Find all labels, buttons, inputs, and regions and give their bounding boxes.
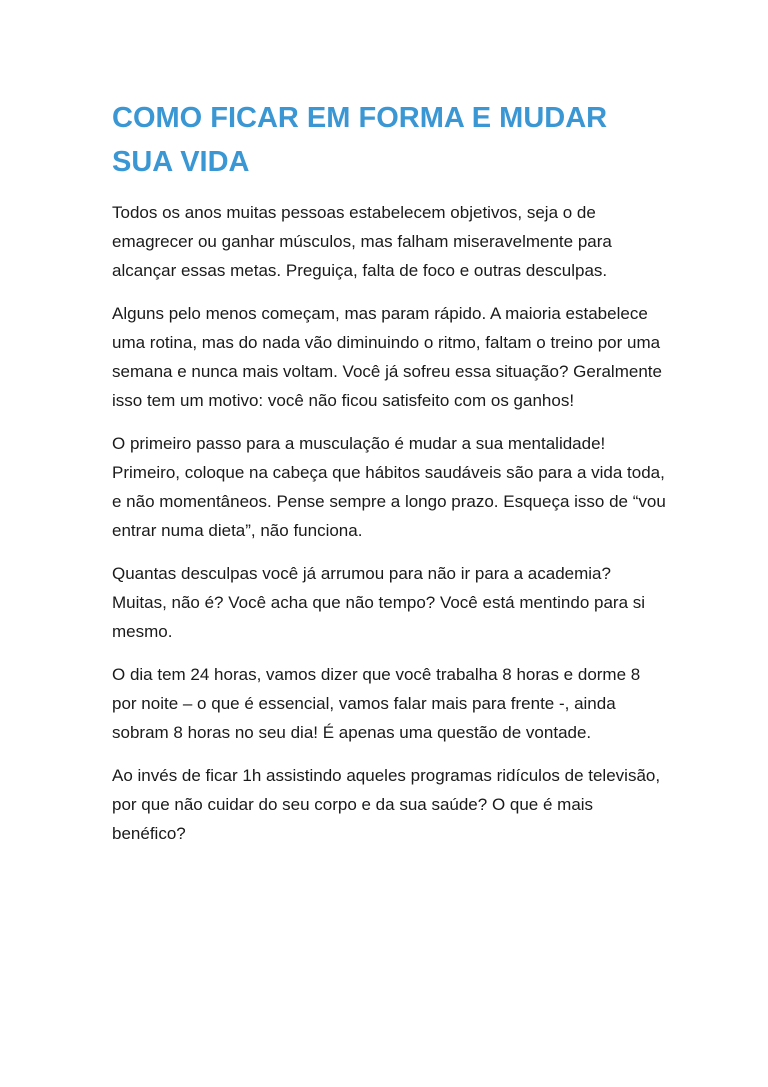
paragraph-6: Ao invés de ficar 1h assistindo aqueles programas ridículos de televisão, por que não cuidar do seu corpo e da sua saúde? O que é mais benéfico? (112, 766, 661, 843)
paragraph-2: Alguns pelo menos começam, mas param rápido. A maioria estabelece uma rotina, mas do nada vão diminuindo o ritmo, faltam o treino por uma semana e nunca mais voltam. Você já sofreu essa situação? Geralmente isso tem um motivo: você não ficou satisfeito com os ganhos! (112, 304, 662, 410)
paragraph-4: Quantas desculpas você já arrumou para não ir para a academia? Muitas, não é? Você acha que não tempo? Você está mentindo para si mesmo. (112, 564, 646, 641)
paragraph-1: Todos os anos muitas pessoas estabelecem objetivos, seja o de emagrecer ou ganhar músculos, mas falham miseravelmente para alcançar essas metas. Preguiça, falta de foco e outras desculpas. (112, 203, 612, 280)
page-title: COMO FICAR EM FORMA E MUDAR SUA VIDA (112, 102, 608, 178)
paragraph-5: O dia tem 24 horas, vamos dizer que você trabalha 8 horas e dorme 8 por noite – o que é essencial, vamos falar mais para frente -, ainda sobram 8 horas no seu dia! É apenas uma questão de vontade. (112, 665, 641, 742)
paragraph-3: O primeiro passo para a musculação é mudar a sua mentalidade! Primeiro, coloque na cabeça que hábitos saudáveis são para a vida toda, e não momentâneos. Pense sempre a longo prazo. Esqueça isso de “vou entrar numa dieta”, não funciona. (112, 434, 666, 540)
